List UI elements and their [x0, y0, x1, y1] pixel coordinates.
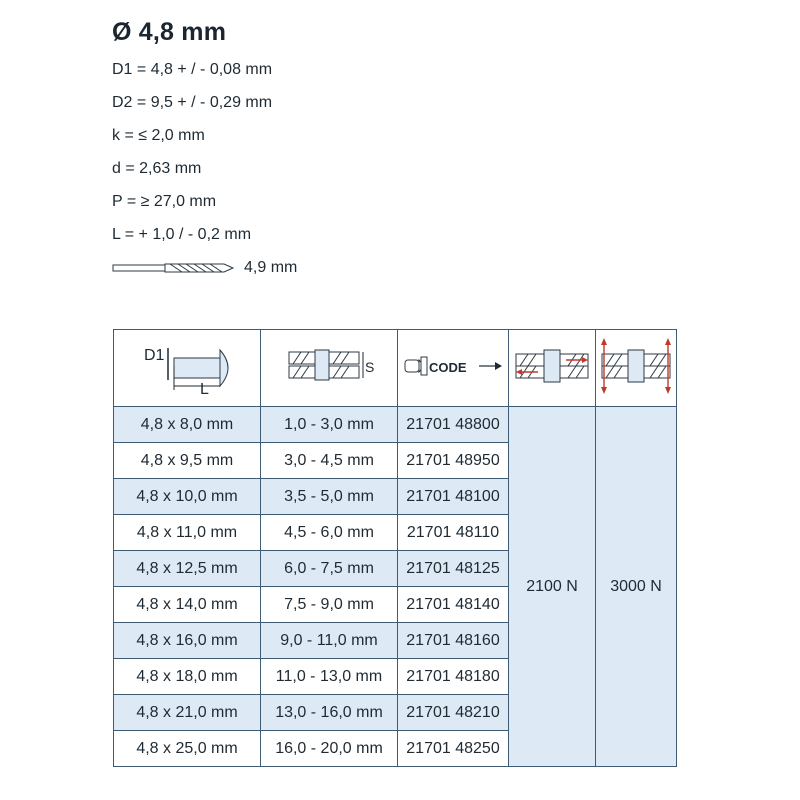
drill-size: 4,9 mm [244, 258, 298, 276]
cell-grip: 7,5 - 9,0 mm [261, 587, 398, 623]
label-d1: D1 [144, 346, 165, 364]
table-row [114, 407, 677, 443]
cell-size: 4,8 x 8,0 mm [114, 407, 261, 443]
spec-d: d = 2,63 mm [112, 160, 202, 177]
grip-range-icon [281, 358, 377, 392]
cell-code: 21701 48160 [398, 623, 509, 659]
label-code: CODE [429, 359, 467, 375]
spec-k: k = ≤ 2,0 mm [112, 127, 205, 144]
cell-grip: 3,5 - 5,0 mm [261, 479, 398, 515]
cell-size: 4,8 x 16,0 mm [114, 623, 261, 659]
spec-l: L = + 1,0 / - 0,2 mm [112, 226, 252, 243]
cell-code: 21701 48250 [398, 731, 509, 767]
spec-p: P = ≥ 27,0 mm [112, 193, 217, 210]
header-shear [509, 330, 596, 407]
spec-d1: D1 = 4,8 + / - 0,08 mm [112, 61, 273, 78]
shear-force-icon [512, 375, 592, 392]
cell-grip: 3,0 - 4,5 mm [261, 443, 398, 479]
cell-size: 4,8 x 21,0 mm [114, 695, 261, 731]
header-code [398, 330, 509, 407]
cell-code: 21701 48210 [398, 695, 509, 731]
rivet-table [113, 329, 677, 767]
cell-size: 4,8 x 9,5 mm [114, 443, 261, 479]
rivet-diameter-title: Ø 4,8 mm [112, 18, 227, 46]
table-header-row [114, 330, 677, 407]
cell-code: 21701 48180 [398, 659, 509, 695]
cell-tensile-force: 3000 N [596, 407, 677, 767]
cell-code: 21701 48125 [398, 551, 509, 587]
cell-code: 21701 48110 [398, 515, 509, 551]
tensile-force-icon [598, 383, 674, 400]
cell-code: 21701 48100 [398, 479, 509, 515]
cell-size: 4,8 x 12,5 mm [114, 551, 261, 587]
cell-code: 21701 48800 [398, 407, 509, 443]
drill-spec [112, 251, 297, 284]
cell-grip: 11,0 - 13,0 mm [261, 659, 398, 695]
cell-grip: 1,0 - 3,0 mm [261, 407, 398, 443]
cell-grip: 6,0 - 7,5 mm [261, 551, 398, 587]
cell-size: 4,8 x 25,0 mm [114, 731, 261, 767]
label-s: S [365, 358, 375, 375]
cell-shear-force: 2100 N [509, 407, 596, 767]
spec-block [112, 18, 297, 284]
label-l: L [200, 380, 209, 396]
drill-bit-icon [112, 261, 234, 275]
cell-size: 4,8 x 11,0 mm [114, 515, 261, 551]
cell-size: 4,8 x 18,0 mm [114, 659, 261, 695]
code-icon [403, 359, 503, 385]
cell-grip: 4,5 - 6,0 mm [261, 515, 398, 551]
header-dimension [114, 330, 261, 407]
cell-size: 4,8 x 10,0 mm [114, 479, 261, 515]
cell-size: 4,8 x 14,0 mm [114, 587, 261, 623]
cell-grip: 9,0 - 11,0 mm [261, 623, 398, 659]
header-tensile [596, 330, 677, 407]
cell-code: 21701 48140 [398, 587, 509, 623]
rivet-dimension-icon [132, 346, 242, 400]
cell-grip: 16,0 - 20,0 mm [261, 731, 398, 767]
header-grip [261, 330, 398, 407]
cell-grip: 13,0 - 16,0 mm [261, 695, 398, 731]
cell-code: 21701 48950 [398, 443, 509, 479]
spec-d2: D2 = 9,5 + / - 0,29 mm [112, 94, 273, 111]
